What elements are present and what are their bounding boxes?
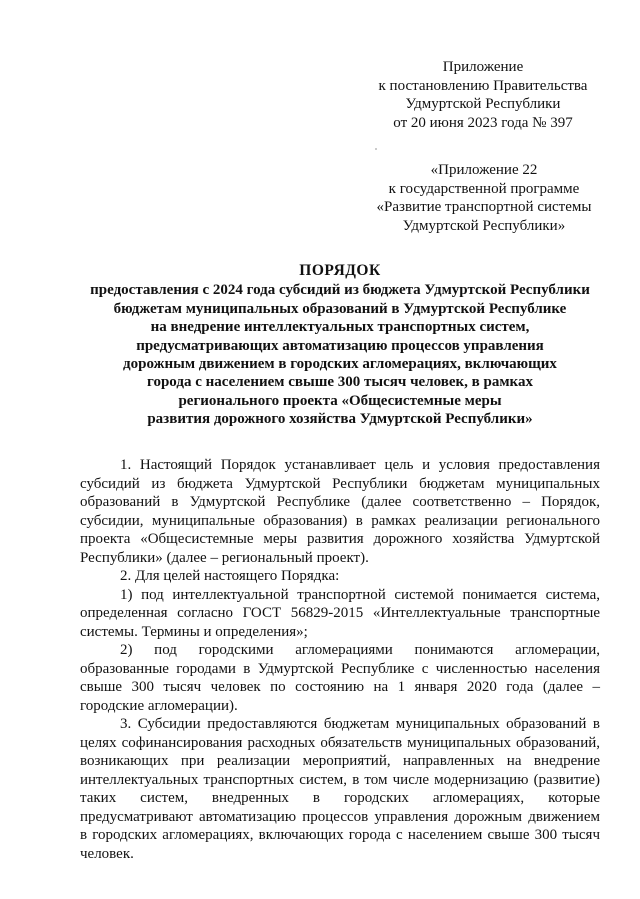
title-line: на внедрение интеллектуальных транспортных систем, (150, 319, 530, 336)
text-line: таких систем, внедренных в городских агломерациях, которые (80, 790, 600, 806)
text-line: проекта «Общесистемные меры развития дорожного хозяйства Удмуртской (80, 531, 600, 547)
text-line: субсидии, муниципальные образования) в рамках реализации регионального (80, 512, 600, 529)
text-line: определенная согласно ГОСТ 56829-2015 «Интеллектуальные транспортные (80, 605, 600, 621)
text-line: возникающих при реализации мероприятий, направленных на внедрение (80, 753, 600, 769)
annex-line: Удмуртской Республики» (402, 217, 566, 234)
title-line: города с населением свыше 300 тысяч человек, в рамках (147, 374, 533, 391)
document-body (80, 456, 600, 863)
text-line: системы. Термины и определения»; (80, 623, 308, 640)
paragraph-2 (80, 567, 600, 586)
paragraph-2-item-1 (80, 586, 600, 642)
title-heading: ПОРЯДОК (299, 262, 381, 279)
text-line: 1) под интеллектуальной транспортной системой понимается система, (120, 586, 600, 603)
title-line: развития дорожного хозяйства Удмуртской Республики» (147, 411, 533, 428)
title-line: предоставления с 2024 года субсидий из бюджета Удмуртской Республики (90, 282, 590, 299)
text-line: образованные городами в Удмуртской Республике с численностью населения (80, 660, 600, 677)
annex-line: «Развитие транспортной системы (376, 199, 592, 215)
text-line: 1. Настоящий Порядок устанавливает цель и условия предоставления (120, 457, 600, 473)
annex-line: Удмуртской Республики (405, 96, 561, 112)
text-line: 2. Для целей настоящего Порядка: (120, 568, 340, 584)
paragraph-2-item-2 (80, 641, 600, 715)
scan-speck (375, 148, 377, 150)
annex-line: к постановлению Правительства (378, 77, 588, 94)
text-line: в городских агломерациях, включающих города с населением свыше 300 тысяч (80, 827, 600, 843)
text-line: Республики» (далее – региональный проект). (80, 549, 369, 566)
text-line: свыше 300 тысяч человек по состоянию на 1 января 2020 года (далее – (80, 679, 600, 695)
text-line: человек. (80, 845, 134, 862)
annex-line: «Приложение 22 (430, 162, 538, 178)
annex-header-program (368, 161, 600, 235)
annex-header-resolution (368, 58, 598, 132)
title-line: предусматривающих автоматизацию процессов управления (136, 337, 544, 354)
text-line: предусматривают автоматизацию процессов управления дорожным движением (80, 808, 600, 825)
annex-line: от 20 июня 2023 года № 397 (393, 114, 573, 131)
document-title (60, 262, 620, 429)
paragraph-1 (80, 456, 600, 567)
text-line: целях софинансирования расходных обязательств муниципальных образований, (80, 734, 600, 751)
text-line: образований в Удмуртской Республике (далее соответственно – Порядок, (80, 494, 600, 510)
text-line: субсидий из бюджета Удмуртской Республики бюджетам муниципальных (80, 475, 600, 492)
text-line: 3. Субсидии предоставляются бюджетам муниципальных образований в (120, 716, 600, 732)
title-line: регионального проекта «Общесистемные меры (178, 392, 502, 409)
annex-line: к государственной программе (388, 180, 580, 197)
text-line: 2) под городскими агломерациями понимаются агломерации, (120, 642, 600, 658)
text-line: интеллектуальных транспортных систем, в том числе модернизацию (развитие) (80, 771, 600, 788)
annex-line: Приложение (442, 59, 524, 75)
title-line: бюджетам муниципальных образований в Удмуртской Республике (113, 300, 567, 317)
title-line: дорожным движением в городских агломерациях, включающих (123, 356, 557, 373)
paragraph-3 (80, 715, 600, 863)
text-line: городские агломерации). (80, 697, 238, 714)
